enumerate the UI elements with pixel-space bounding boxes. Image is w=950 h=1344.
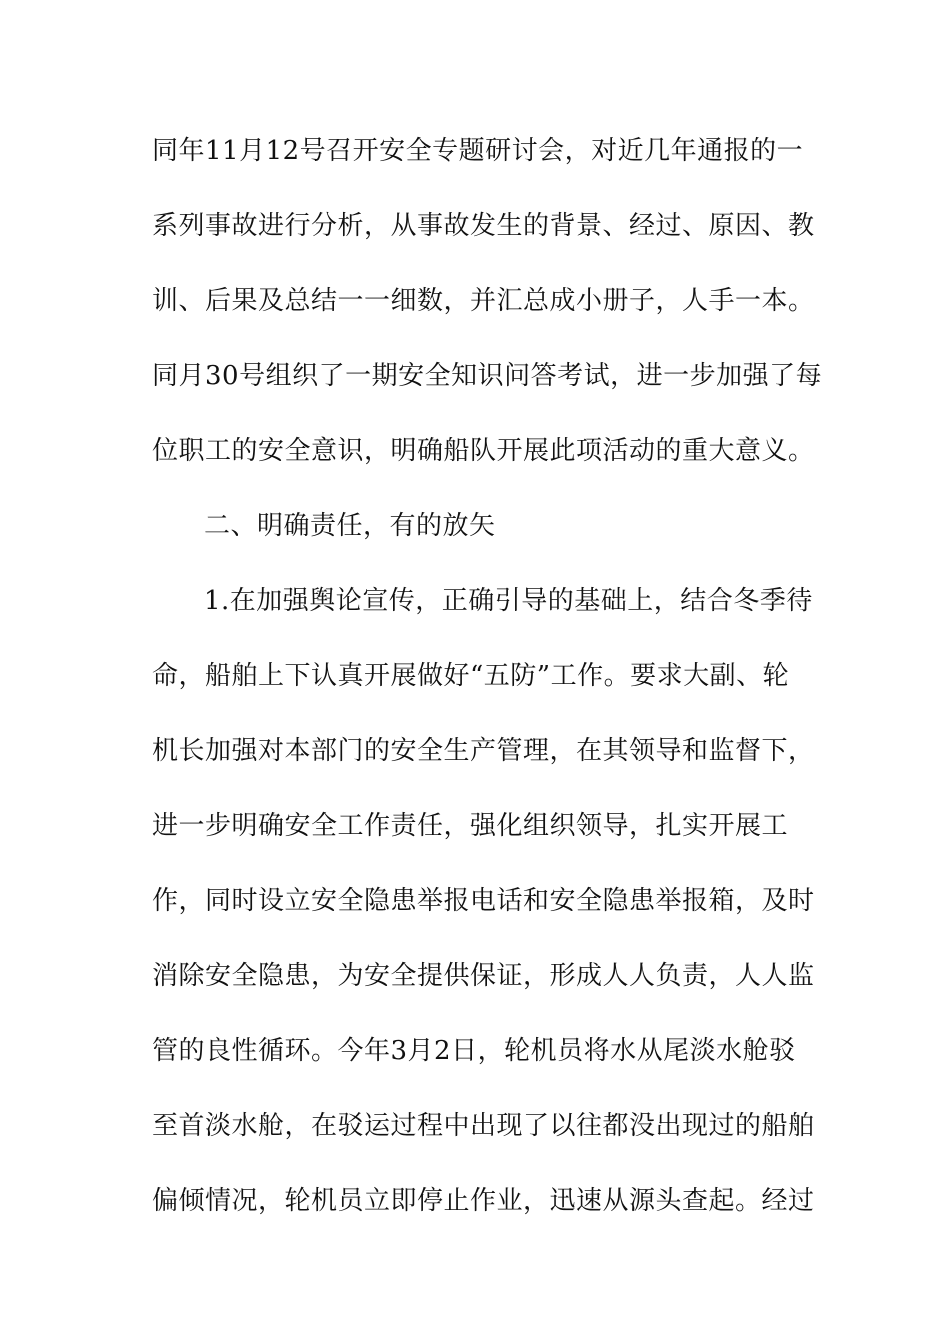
body-text-line: 至首淡水舱，在驳运过程中出现了以往都没出现过的船舶 [152, 1111, 815, 1141]
body-text-line: 位职工的安全意识，明确船队开展此项活动的重大意义。 [152, 436, 815, 466]
body-text-line: 机长加强对本部门的安全生产管理，在其领导和监督下， [152, 736, 815, 766]
body-text-line: 消除安全隐患，为安全提供保证，形成人人负责，人人监 [152, 961, 815, 991]
body-text-line: 同月30号组织了一期安全知识问答考试，进一步加强了每 [152, 361, 823, 391]
body-text-line: 训、后果及总结一一细数，并汇总成小册子，人手一本。 [152, 286, 815, 316]
body-text-line: 作，同时设立安全隐患举报电话和安全隐患举报箱，及时 [152, 886, 815, 916]
body-text-line: 1.在加强舆论宣传，正确引导的基础上，结合冬季待 [204, 586, 813, 616]
body-text-line: 管的良性循环。今年3月2日，轮机员将水从尾淡水舱驳 [152, 1036, 796, 1066]
section-heading: 二、明确责任，有的放矢 [204, 511, 496, 541]
body-text-line: 命，船舶上下认真开展做好“五防”工作。要求大副、轮 [152, 661, 790, 691]
body-text-line: 同年11月12号召开安全专题研讨会，对近几年通报的一 [152, 136, 804, 166]
body-text-line: 系列事故进行分析，从事故发生的背景、经过、原因、教 [152, 211, 815, 241]
body-text-line: 偏倾情况，轮机员立即停止作业，迅速从源头查起。经过 [152, 1186, 815, 1216]
body-text-line: 进一步明确安全工作责任，强化组织领导，扎实开展工 [152, 811, 789, 841]
